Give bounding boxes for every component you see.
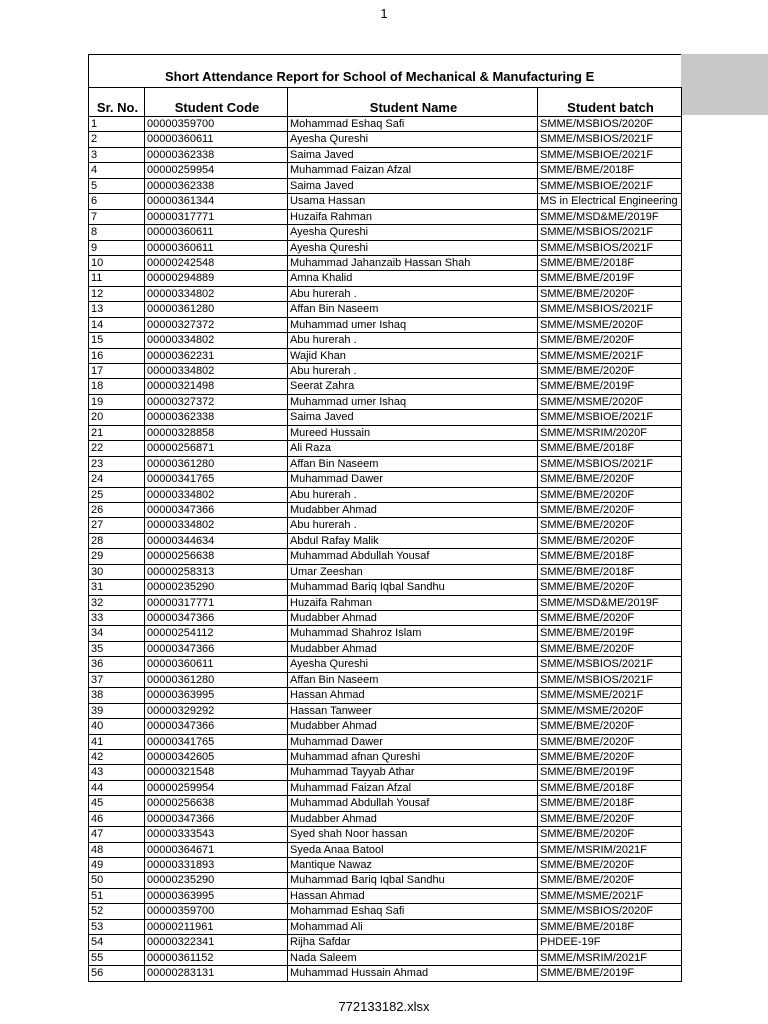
student-code-cell: 00000360611 — [145, 657, 288, 672]
student-code-cell: 00000360611 — [145, 240, 288, 255]
student-name-cell: Huzaifa Rahman — [288, 595, 538, 610]
table-row — [89, 734, 682, 749]
sr-no-cell: 4 — [89, 163, 145, 178]
student-code-cell: 00000327372 — [145, 317, 288, 332]
table-row — [89, 703, 682, 718]
student-batch-cell: SMME/BME/2020F — [538, 472, 682, 487]
table-row — [89, 209, 682, 224]
student-name-cell: Ayesha Qureshi — [288, 240, 538, 255]
student-code-cell: 00000334802 — [145, 487, 288, 502]
student-batch-cell: SMME/BME/2020F — [538, 518, 682, 533]
student-code-cell: 00000341765 — [145, 734, 288, 749]
student-name-cell: Muhammad Faizan Afzal — [288, 163, 538, 178]
student-batch-cell: SMME/MSBIOE/2021F — [538, 410, 682, 425]
student-code-cell: 00000256638 — [145, 796, 288, 811]
student-name-cell: Abu hurerah . — [288, 364, 538, 379]
student-batch-cell: SMME/MSBIOS/2021F — [538, 302, 682, 317]
student-name-cell: Hassan Ahmad — [288, 688, 538, 703]
sr-no-cell: 55 — [89, 950, 145, 965]
sr-no-cell: 34 — [89, 626, 145, 641]
table-row — [89, 966, 682, 981]
student-name-cell: Saima Javed — [288, 410, 538, 425]
table-row — [89, 611, 682, 626]
student-name-cell: Umar Zeeshan — [288, 564, 538, 579]
student-code-cell: 00000334802 — [145, 286, 288, 301]
student-code-cell: 00000341765 — [145, 472, 288, 487]
student-code-cell: 00000317771 — [145, 209, 288, 224]
student-batch-cell: SMME/MSD&ME/2019F — [538, 209, 682, 224]
student-name-cell: Abu hurerah . — [288, 518, 538, 533]
sr-no-cell: 51 — [89, 888, 145, 903]
student-name-cell: Mohammad Eshaq Safi — [288, 904, 538, 919]
student-name-cell: Muhammad Bariq Iqbal Sandhu — [288, 580, 538, 595]
sr-no-cell: 14 — [89, 317, 145, 332]
sr-no-cell: 10 — [89, 255, 145, 270]
table-row — [89, 302, 682, 317]
student-code-cell: 00000242548 — [145, 255, 288, 270]
sr-no-cell: 56 — [89, 966, 145, 981]
table-row — [89, 410, 682, 425]
sr-no-cell: 20 — [89, 410, 145, 425]
student-batch-cell: SMME/MSBIOE/2021F — [538, 178, 682, 193]
student-batch-cell: SMME/BME/2020F — [538, 333, 682, 348]
student-batch-cell: SMME/BME/2020F — [538, 873, 682, 888]
table-row — [89, 858, 682, 873]
sr-no-cell: 33 — [89, 611, 145, 626]
student-batch-cell: SMME/BME/2018F — [538, 796, 682, 811]
student-batch-cell: SMME/MSRIM/2020F — [538, 425, 682, 440]
student-batch-cell: SMME/MSRIM/2021F — [538, 950, 682, 965]
student-code-cell: 00000235290 — [145, 873, 288, 888]
sr-no-cell: 6 — [89, 194, 145, 209]
student-batch-cell: SMME/BME/2019F — [538, 626, 682, 641]
student-name-cell: Abdul Rafay Malik — [288, 533, 538, 548]
student-code-cell: 00000327372 — [145, 394, 288, 409]
student-code-cell: 00000259954 — [145, 780, 288, 795]
sr-no-cell: 3 — [89, 147, 145, 162]
table-row — [89, 178, 682, 193]
table-row — [89, 796, 682, 811]
sr-no-cell: 29 — [89, 549, 145, 564]
sr-no-cell: 9 — [89, 240, 145, 255]
student-name-cell: Muhammad umer Ishaq — [288, 394, 538, 409]
student-batch-cell: SMME/MSME/2020F — [538, 394, 682, 409]
table-row — [89, 147, 682, 162]
sr-no-cell: 16 — [89, 348, 145, 363]
student-batch-cell: SMME/MSBIOS/2021F — [538, 657, 682, 672]
student-name-cell: Hassan Tanweer — [288, 703, 538, 718]
student-name-cell: Syeda Anaa Batool — [288, 842, 538, 857]
student-name-cell: Mudabber Ahmad — [288, 641, 538, 656]
table-row — [89, 564, 682, 579]
table-body — [89, 117, 682, 982]
sr-no-cell: 7 — [89, 209, 145, 224]
table-row — [89, 873, 682, 888]
sr-no-cell: 21 — [89, 425, 145, 440]
sr-no-cell: 43 — [89, 765, 145, 780]
report-title: Short Attendance Report for School of Mechanical & Manufacturing E — [165, 69, 595, 84]
sr-no-cell: 37 — [89, 672, 145, 687]
table-row — [89, 935, 682, 950]
table-row — [89, 317, 682, 332]
student-name-cell: Muhammad Faizan Afzal — [288, 780, 538, 795]
student-batch-cell: SMME/MSBIOS/2021F — [538, 132, 682, 147]
table-row — [89, 456, 682, 471]
student-name-cell: Mudabber Ahmad — [288, 811, 538, 826]
student-code-cell: 00000362338 — [145, 410, 288, 425]
sr-no-cell: 53 — [89, 919, 145, 934]
student-name-cell: Affan Bin Naseem — [288, 672, 538, 687]
student-batch-cell: SMME/MSBIOS/2021F — [538, 240, 682, 255]
table-row — [89, 811, 682, 826]
sr-no-cell: 38 — [89, 688, 145, 703]
sr-no-cell: 48 — [89, 842, 145, 857]
student-batch-cell: SMME/BME/2020F — [538, 487, 682, 502]
sr-no-cell: 42 — [89, 749, 145, 764]
student-batch-cell: PHDEE-19F — [538, 935, 682, 950]
student-batch-cell: SMME/BME/2018F — [538, 255, 682, 270]
student-name-cell: Muhammad umer Ishaq — [288, 317, 538, 332]
sr-no-cell: 24 — [89, 472, 145, 487]
student-code-cell: 00000254112 — [145, 626, 288, 641]
student-name-cell: Mantique Nawaz — [288, 858, 538, 873]
table-row — [89, 595, 682, 610]
student-code-cell: 00000361344 — [145, 194, 288, 209]
student-code-cell: 00000347366 — [145, 502, 288, 517]
table-row — [89, 163, 682, 178]
student-name-cell: Muhammad Jahanzaib Hassan Shah — [288, 255, 538, 270]
student-name-cell: Muhammad Dawer — [288, 472, 538, 487]
sr-no-cell: 54 — [89, 935, 145, 950]
header-row — [89, 88, 682, 117]
student-code-cell: 00000294889 — [145, 271, 288, 286]
sr-no-cell: 45 — [89, 796, 145, 811]
student-batch-cell: SMME/MSME/2021F — [538, 348, 682, 363]
student-batch-cell: SMME/MSME/2020F — [538, 317, 682, 332]
student-name-cell: Muhammad afnan Qureshi — [288, 749, 538, 764]
student-batch-cell: SMME/BME/2020F — [538, 641, 682, 656]
sr-no-cell: 40 — [89, 719, 145, 734]
student-code-cell: 00000342605 — [145, 749, 288, 764]
student-code-cell: 00000235290 — [145, 580, 288, 595]
student-batch-cell: SMME/MSBIOS/2021F — [538, 225, 682, 240]
student-name-cell: Ayesha Qureshi — [288, 657, 538, 672]
student-code-cell: 00000362231 — [145, 348, 288, 363]
student-code-cell: 00000331893 — [145, 858, 288, 873]
student-batch-cell: SMME/BME/2019F — [538, 379, 682, 394]
column-header-student-code: Student Code — [145, 88, 288, 117]
student-batch-cell: SMME/BME/2020F — [538, 580, 682, 595]
sr-no-cell: 2 — [89, 132, 145, 147]
student-code-cell: 00000359700 — [145, 904, 288, 919]
sr-no-cell: 17 — [89, 364, 145, 379]
student-name-cell: Ayesha Qureshi — [288, 132, 538, 147]
sr-no-cell: 15 — [89, 333, 145, 348]
student-batch-cell: SMME/MSME/2021F — [538, 688, 682, 703]
student-code-cell: 00000362338 — [145, 178, 288, 193]
student-name-cell: Saima Javed — [288, 178, 538, 193]
table-row — [89, 719, 682, 734]
student-name-cell: Muhammad Abdullah Yousaf — [288, 549, 538, 564]
student-name-cell: Mureed Hussain — [288, 425, 538, 440]
student-code-cell: 00000211961 — [145, 919, 288, 934]
student-batch-cell: SMME/MSD&ME/2019F — [538, 595, 682, 610]
student-name-cell: Muhammad Dawer — [288, 734, 538, 749]
student-code-cell: 00000347366 — [145, 641, 288, 656]
student-code-cell: 00000334802 — [145, 364, 288, 379]
sr-no-cell: 49 — [89, 858, 145, 873]
table-row — [89, 394, 682, 409]
sr-no-cell: 19 — [89, 394, 145, 409]
student-code-cell: 00000360611 — [145, 132, 288, 147]
table-row — [89, 132, 682, 147]
table-row — [89, 286, 682, 301]
student-batch-cell: SMME/BME/2020F — [538, 364, 682, 379]
column-header-student-batch: Student batch — [538, 88, 682, 117]
student-code-cell: 00000333543 — [145, 827, 288, 842]
student-code-cell: 00000361152 — [145, 950, 288, 965]
student-batch-cell: SMME/MSME/2021F — [538, 888, 682, 903]
table-row — [89, 255, 682, 270]
student-code-cell: 00000321548 — [145, 765, 288, 780]
student-batch-cell: SMME/BME/2020F — [538, 734, 682, 749]
student-code-cell: 00000334802 — [145, 333, 288, 348]
student-code-cell: 00000344634 — [145, 533, 288, 548]
student-name-cell: Ali Raza — [288, 441, 538, 456]
student-name-cell: Abu hurerah . — [288, 333, 538, 348]
student-code-cell: 00000283131 — [145, 966, 288, 981]
student-name-cell: Mohammad Ali — [288, 919, 538, 934]
student-batch-cell: SMME/BME/2020F — [538, 533, 682, 548]
table-row — [89, 827, 682, 842]
student-batch-cell: SMME/BME/2018F — [538, 549, 682, 564]
sr-no-cell: 1 — [89, 117, 145, 132]
student-code-cell: 00000347366 — [145, 611, 288, 626]
student-batch-cell: SMME/BME/2018F — [538, 780, 682, 795]
table-row — [89, 888, 682, 903]
sr-no-cell: 25 — [89, 487, 145, 502]
student-code-cell: 00000329292 — [145, 703, 288, 718]
student-code-cell: 00000364671 — [145, 842, 288, 857]
student-code-cell: 00000322341 — [145, 935, 288, 950]
table-row — [89, 379, 682, 394]
student-name-cell: Muhammad Bariq Iqbal Sandhu — [288, 873, 538, 888]
sr-no-cell: 36 — [89, 657, 145, 672]
sr-no-cell: 44 — [89, 780, 145, 795]
table-row — [89, 502, 682, 517]
table-row — [89, 749, 682, 764]
student-name-cell: Affan Bin Naseem — [288, 302, 538, 317]
student-code-cell: 00000334802 — [145, 518, 288, 533]
student-batch-cell: SMME/BME/2020F — [538, 827, 682, 842]
student-name-cell: Mudabber Ahmad — [288, 611, 538, 626]
student-code-cell: 00000361280 — [145, 302, 288, 317]
student-batch-cell: SMME/BME/2020F — [538, 502, 682, 517]
student-batch-cell: SMME/MSBIOS/2020F — [538, 117, 682, 132]
table-row — [89, 580, 682, 595]
table-row — [89, 271, 682, 286]
student-code-cell: 00000258313 — [145, 564, 288, 579]
student-batch-cell: SMME/BME/2020F — [538, 611, 682, 626]
table-row — [89, 765, 682, 780]
student-batch-cell: SMME/MSRIM/2021F — [538, 842, 682, 857]
table-row — [89, 117, 682, 132]
student-code-cell: 00000363995 — [145, 688, 288, 703]
table-row — [89, 425, 682, 440]
attendance-table — [88, 87, 682, 982]
table-row — [89, 657, 682, 672]
sr-no-cell: 41 — [89, 734, 145, 749]
student-batch-cell: SMME/BME/2018F — [538, 564, 682, 579]
table-row — [89, 688, 682, 703]
student-name-cell: Wajid Khan — [288, 348, 538, 363]
student-name-cell: Mudabber Ahmad — [288, 502, 538, 517]
student-batch-cell: SMME/BME/2018F — [538, 919, 682, 934]
sr-no-cell: 23 — [89, 456, 145, 471]
student-batch-cell: SMME/BME/2020F — [538, 811, 682, 826]
student-code-cell: 00000362338 — [145, 147, 288, 162]
sr-no-cell: 5 — [89, 178, 145, 193]
student-batch-cell: SMME/MSBIOS/2021F — [538, 672, 682, 687]
table-row — [89, 333, 682, 348]
table-row — [89, 518, 682, 533]
student-name-cell: Seerat Zahra — [288, 379, 538, 394]
student-code-cell: 00000259954 — [145, 163, 288, 178]
student-code-cell: 00000361280 — [145, 456, 288, 471]
sr-no-cell: 46 — [89, 811, 145, 826]
sr-no-cell: 26 — [89, 502, 145, 517]
student-batch-cell: SMME/MSBIOS/2020F — [538, 904, 682, 919]
student-name-cell: Muhammad Shahroz Islam — [288, 626, 538, 641]
sr-no-cell: 12 — [89, 286, 145, 301]
sr-no-cell: 35 — [89, 641, 145, 656]
student-code-cell: 00000361280 — [145, 672, 288, 687]
table-row — [89, 348, 682, 363]
student-name-cell: Affan Bin Naseem — [288, 456, 538, 471]
student-name-cell: Syed shah Noor hassan — [288, 827, 538, 842]
student-code-cell: 00000359700 — [145, 117, 288, 132]
student-batch-cell: SMME/BME/2019F — [538, 271, 682, 286]
column-header-student-name: Student Name — [288, 88, 538, 117]
file-name-footer: 772133182.xlsx — [338, 999, 430, 1014]
student-code-cell: 00000347366 — [145, 811, 288, 826]
student-code-cell: 00000328858 — [145, 425, 288, 440]
student-code-cell: 00000360611 — [145, 225, 288, 240]
student-name-cell: Abu hurerah . — [288, 286, 538, 301]
sr-no-cell: 18 — [89, 379, 145, 394]
table-row — [89, 240, 682, 255]
student-name-cell: Rijha Safdar — [288, 935, 538, 950]
student-batch-cell: SMME/BME/2019F — [538, 966, 682, 981]
table-row — [89, 194, 682, 209]
student-name-cell: Muhammad Hussain Ahmad — [288, 966, 538, 981]
student-batch-cell: SMME/BME/2020F — [538, 749, 682, 764]
student-code-cell: 00000317771 — [145, 595, 288, 610]
student-name-cell: Saima Javed — [288, 147, 538, 162]
sr-no-cell: 39 — [89, 703, 145, 718]
table-row — [89, 472, 682, 487]
student-code-cell: 00000347366 — [145, 719, 288, 734]
student-batch-cell: SMME/MSBIOS/2021F — [538, 456, 682, 471]
student-name-cell: Mohammad Eshaq Safi — [288, 117, 538, 132]
sr-no-cell: 27 — [89, 518, 145, 533]
student-name-cell: Hassan Ahmad — [288, 888, 538, 903]
student-batch-cell: SMME/BME/2020F — [538, 286, 682, 301]
student-code-cell: 00000256871 — [145, 441, 288, 456]
student-name-cell: Ayesha Qureshi — [288, 225, 538, 240]
table-row — [89, 672, 682, 687]
student-batch-cell: SMME/MSME/2020F — [538, 703, 682, 718]
student-name-cell: Abu hurerah . — [288, 487, 538, 502]
table-row — [89, 842, 682, 857]
sr-no-cell: 8 — [89, 225, 145, 240]
student-batch-cell: SMME/MSBIOE/2021F — [538, 147, 682, 162]
sr-no-cell: 30 — [89, 564, 145, 579]
student-batch-cell: SMME/BME/2019F — [538, 765, 682, 780]
student-code-cell: 00000256638 — [145, 549, 288, 564]
sr-no-cell: 52 — [89, 904, 145, 919]
table-row — [89, 641, 682, 656]
student-name-cell: Huzaifa Rahman — [288, 209, 538, 224]
table-row — [89, 441, 682, 456]
sheet-gray-band — [681, 54, 768, 115]
table-row — [89, 487, 682, 502]
student-batch-cell: SMME/BME/2020F — [538, 719, 682, 734]
table-row — [89, 904, 682, 919]
sr-no-cell: 11 — [89, 271, 145, 286]
table-row — [89, 549, 682, 564]
table-row — [89, 780, 682, 795]
student-name-cell: Muhammad Abdullah Yousaf — [288, 796, 538, 811]
student-batch-cell: MS in Electrical Engineering — [538, 194, 682, 209]
student-batch-cell: SMME/BME/2020F — [538, 858, 682, 873]
sr-no-cell: 31 — [89, 580, 145, 595]
student-name-cell: Usama Hassan — [288, 194, 538, 209]
student-code-cell: 00000321498 — [145, 379, 288, 394]
student-name-cell: Nada Saleem — [288, 950, 538, 965]
sr-no-cell: 28 — [89, 533, 145, 548]
student-name-cell: Amna Khalid — [288, 271, 538, 286]
sr-no-cell: 47 — [89, 827, 145, 842]
sr-no-cell: 13 — [89, 302, 145, 317]
page-number: 1 — [380, 6, 388, 21]
student-batch-cell: SMME/BME/2018F — [538, 441, 682, 456]
sr-no-cell: 32 — [89, 595, 145, 610]
table-row — [89, 626, 682, 641]
student-code-cell: 00000363995 — [145, 888, 288, 903]
table-row — [89, 225, 682, 240]
student-name-cell: Muhammad Tayyab Athar — [288, 765, 538, 780]
table-row — [89, 950, 682, 965]
table-row — [89, 364, 682, 379]
column-header-sr-no: Sr. No. — [89, 88, 145, 117]
student-name-cell: Mudabber Ahmad — [288, 719, 538, 734]
table-row — [89, 919, 682, 934]
table-row — [89, 533, 682, 548]
sr-no-cell: 50 — [89, 873, 145, 888]
sr-no-cell: 22 — [89, 441, 145, 456]
student-batch-cell: SMME/BME/2018F — [538, 163, 682, 178]
